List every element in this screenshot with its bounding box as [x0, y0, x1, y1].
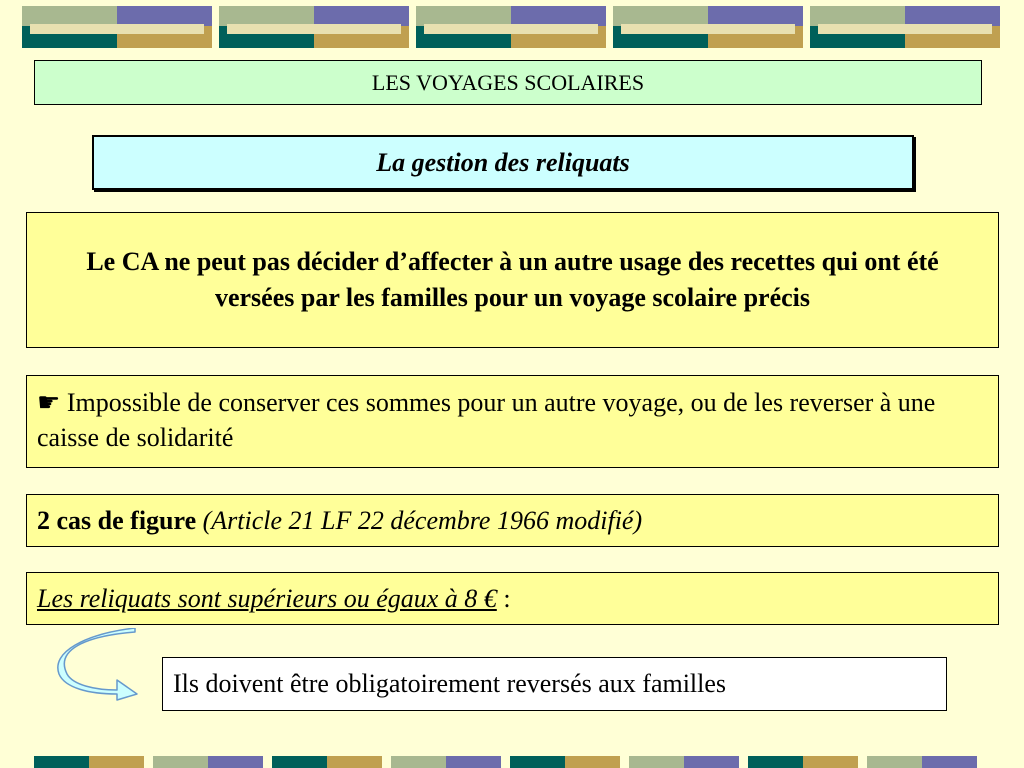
- strip-segment: [34, 756, 144, 768]
- result-text: Ils doivent être obligatoirement reversés aux familles: [173, 669, 727, 698]
- banner-block: [219, 6, 409, 48]
- strip-segment: [748, 756, 858, 768]
- top-decorative-banner: [22, 6, 1002, 48]
- cases-box: [26, 494, 999, 547]
- slide-subtitle: La gestion des reliquats: [376, 147, 630, 177]
- strip-segment: [272, 756, 382, 768]
- threshold-box: [26, 572, 999, 625]
- cases-reference: (Article 21 LF 22 décembre 1966 modifié): [202, 505, 643, 535]
- curved-arrow-icon: [55, 628, 165, 703]
- strip-segment: [867, 756, 977, 768]
- strip-segment: [510, 756, 620, 768]
- banner-block: [416, 6, 606, 48]
- strip-segment: [629, 756, 739, 768]
- banner-block: [22, 6, 212, 48]
- cases-heading: 2 cas de figure: [37, 505, 197, 535]
- impossible-note-box: [26, 375, 999, 468]
- slide-title-box: [34, 60, 982, 105]
- impossible-note-text: Impossible de conserver ces sommes pour un autre voyage, ou de les reverser à une caisse de solidarité: [37, 388, 936, 452]
- banner-block: [810, 6, 1000, 48]
- banner-block: [613, 6, 803, 48]
- rule-statement-box: [26, 212, 999, 348]
- rule-statement: Le CA ne peut pas décider d’affecter à un autre usage des recettes qui ont été versées par les familles pour un voyage scolaire précis: [86, 246, 939, 312]
- threshold-colon: :: [496, 583, 511, 613]
- slide-title: LES VOYAGES SCOLAIRES: [371, 69, 645, 95]
- slide-subtitle-box: [92, 135, 914, 190]
- strip-segment: [153, 756, 263, 768]
- bottom-decorative-strip: [34, 756, 986, 768]
- result-box: [162, 657, 947, 711]
- strip-segment: [391, 756, 501, 768]
- threshold-condition: Les reliquats sont supérieurs ou égaux à 8 €: [37, 583, 497, 613]
- pointing-hand-icon: ☛: [37, 388, 61, 417]
